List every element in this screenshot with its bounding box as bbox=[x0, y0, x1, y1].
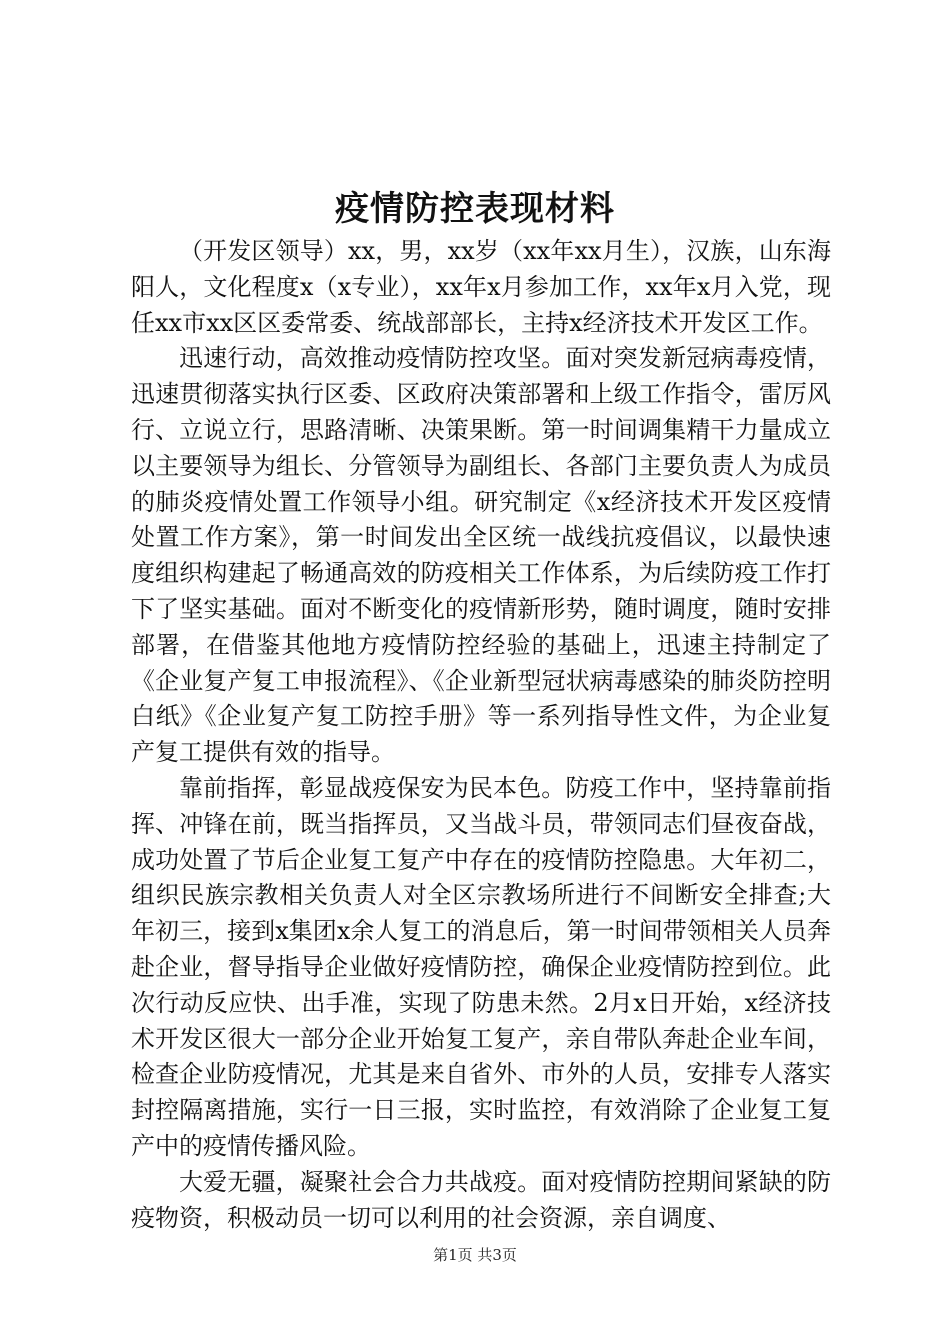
paragraph-front-command: 靠前指挥，彰显战疫保安为民本色。防疫工作中，坚持靠前指挥、冲锋在前，既当指挥员，又当战斗员，带领同志们昼夜奋战，成功处置了节后企业复工复产中存在的疫情防控隐患。大年初二，组织民族宗教相关负责人对全区宗教场所进行不间断安全排查;大年初三，接到x集团x余人复工的消息后，第一时间带领相关人员奔赴企业，督导指导企业做好疫情防控，确保企业疫情防控到位。此次行动反应快、出手准，实现了防患未然。2月x日开始，x经济技术开发区很大一部分企业开始复工复产，亲自带队奔赴企业车间，检查企业防疫情况，尤其是来自省外、市外的人员，安排专人落实封控隔离措施，实行一日三报，实时监控，有效消除了企业复工复产中的疫情传播风险。 bbox=[131, 773, 831, 1160]
page-footer: 第1页 共3页 bbox=[433, 1246, 517, 1264]
paragraph-social-synergy: 大爱无疆，凝聚社会合力共战疫。面对疫情防控期间紧缺的防疫物资，积极动员一切可以利用的社会资源，亲自调度、 bbox=[131, 1167, 831, 1232]
paragraph-intro: （开发区领导）xx，男，xx岁（xx年xx月生），汉族，山东海阳人，文化程度x（x专业），xx年x月参加工作，xx年x月入党，现任xx市xx区区委常委、统战部部长，主持x经济技术开发区工作。 bbox=[131, 237, 831, 337]
document-body bbox=[131, 234, 831, 1236]
paragraph-rapid-action: 迅速行动，高效推动疫情防控攻坚。面对突发新冠病毒疫情，迅速贯彻落实执行区委、区政府决策部署和上级工作指令，雷厉风行、立说立行，思路清晰、决策果断。第一时间调集精干力量成立以主要领导为组长、分管领导为副组长、各部门主要负责人为成员的肺炎疫情处置工作领导小组。研究制定《x经济技术开发区疫情处置工作方案》，第一时间发出全区统一战线抗疫倡议，以最快速度组织构建起了畅通高效的防疫相关工作体系，为后续防疫工作打下了坚实基础。面对不断变化的疫情新形势，随时调度，随时安排部署，在借鉴其他地方疫情防控经验的基础上，迅速主持制定了《企业复产复工申报流程》、《企业新型冠状病毒感染的肺炎防控明白纸》《企业复产复工防控手册》等一系列指导性文件，为企业复产复工提供有效的指导。 bbox=[131, 344, 831, 767]
document-title: 疫情防控表现材料 bbox=[335, 189, 615, 229]
